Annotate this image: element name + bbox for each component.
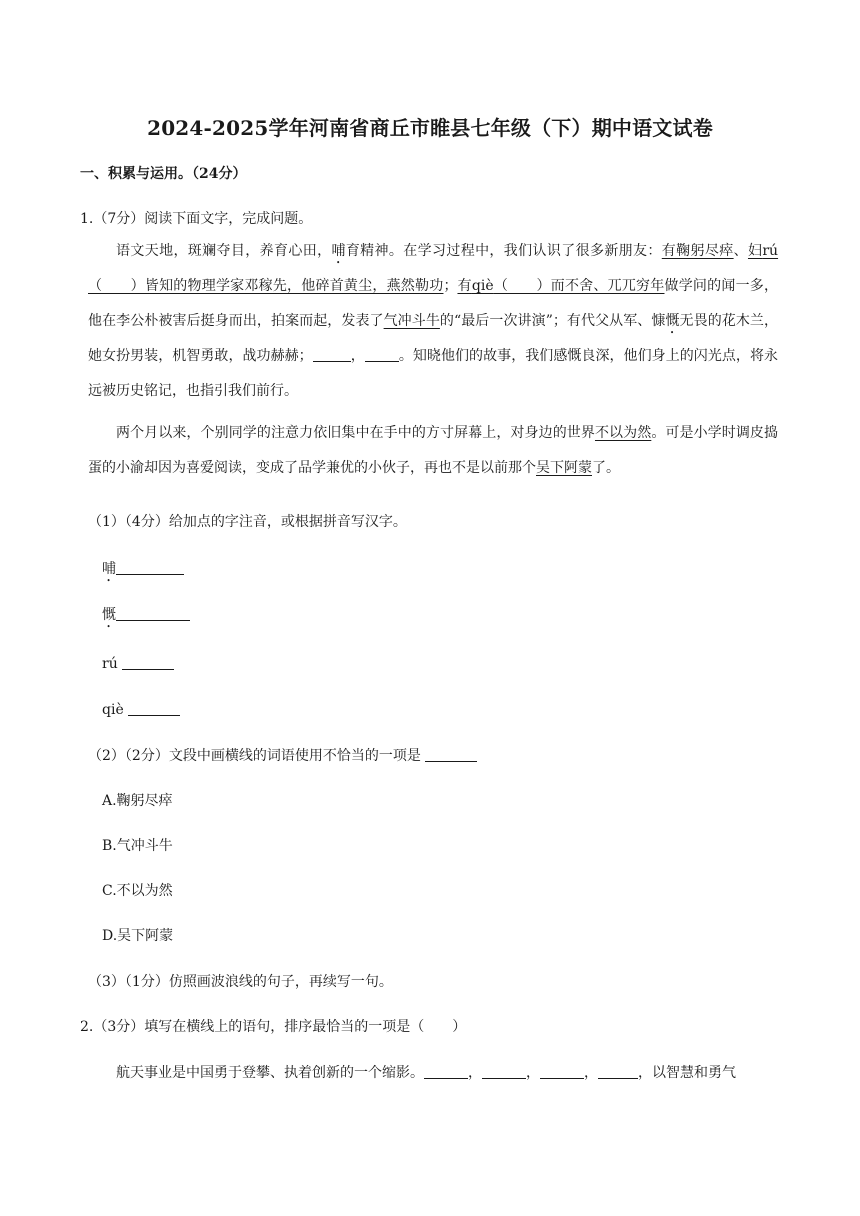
option-b[interactable]: B.气冲斗牛 [102, 838, 173, 854]
underlined-phrase-furu: 妇rú（ ）皆知的物理学家邓稼先，他碎首黄尘，燕然勒功 [88, 243, 779, 294]
answer-blank[interactable] [122, 655, 174, 670]
underlined-phrase-qie: 有qiè（ ）而不舍、兀兀穷年 [457, 278, 665, 294]
answer-blank[interactable] [313, 347, 351, 362]
dotted-char-bu: 哺 [331, 243, 346, 259]
answer-blank[interactable] [598, 1064, 638, 1079]
sub-question-1: （1）（4分）给加点的字注音，或根据拼音写汉字。 [88, 514, 407, 530]
reading-passage-2: 两个月以来，个别同学的注意力依旧集中在手中的方寸屏幕上，对身边的世界不以为然。可是小学时调皮捣蛋的小渝却因为喜爱阅读，变成了品学兼优的小伙子，再也不是以前那个吴下阿蒙了。 [88, 425, 779, 476]
reading-passage-1: 语文天地，斑斓夺目，养育心田，哺育精神。在学习过程中，我们认识了很多新朋友：有鞠躬尽瘁、妇rú（ ）皆知的物理学家邓稼先，他碎首黄尘，燕然勒功；有qiè（ ）而不舍、兀兀穷年做学问的闻一多，他在李公朴被害后挺身而出，拍案而起，发表了气冲斗牛的“最后一次讲演”；有代父从军、慷慨无畏的花木兰，她女扮男装，机智勇敢，战功赫赫； ， 。知晓他们的故事，我们感慨良深，他们身上的闪光点，将永远被历史铭记，也指引我们前行。 [88, 243, 779, 399]
sub-question-3: （3）（1分）仿照画波浪线的句子，再续写一句。 [88, 974, 393, 990]
answer-blank[interactable] [365, 347, 399, 362]
question-1-stem: 1.（7分）阅读下面文字，完成问题。 [80, 211, 313, 227]
option-c[interactable]: C.不以为然 [102, 883, 173, 899]
underlined-phrase-buyiweiran: 不以为然 [594, 425, 652, 441]
underlined-phrase-wuxiameng: 吴下阿蒙 [536, 460, 592, 476]
section-heading: 一、积累与运用。（24分） [80, 166, 247, 182]
answer-blank[interactable] [128, 701, 180, 716]
option-d[interactable]: D.吴下阿蒙 [102, 928, 174, 944]
option-a[interactable]: A.鞠躬尽瘁 [102, 793, 173, 809]
answer-blank[interactable] [482, 1064, 526, 1079]
answer-blank[interactable] [425, 747, 477, 762]
fill-item-kai: 慨 [102, 604, 190, 631]
answer-blank[interactable] [116, 606, 190, 621]
underlined-phrase-qichong: 气冲斗牛 [383, 313, 440, 329]
answer-blank[interactable] [116, 560, 184, 575]
page-title: 2024-2025学年河南省商丘市睢县七年级（下）期中语文试卷 [147, 116, 713, 140]
answer-blank[interactable] [540, 1064, 584, 1079]
question-2-passage: 航天事业是中国勇于登攀、执着创新的一个缩影。 ， ， ， ，以智慧和勇气 [116, 1065, 736, 1081]
dotted-char-kai: 慨 [665, 313, 680, 329]
question-2-stem: 2.（3分）填写在横线上的语句，排序最恰当的一项是（ ） [80, 1019, 467, 1035]
fill-item-bu: 哺 [102, 558, 184, 585]
fill-item-qie: qiè [102, 699, 180, 721]
underlined-phrase-jugong: 有鞠躬尽瘁 [661, 243, 734, 259]
sub-question-2: （2）（2分）文段中画横线的词语使用不恰当的一项是 [88, 745, 477, 767]
answer-blank[interactable] [424, 1064, 468, 1079]
fill-item-ru: rú [102, 653, 174, 675]
